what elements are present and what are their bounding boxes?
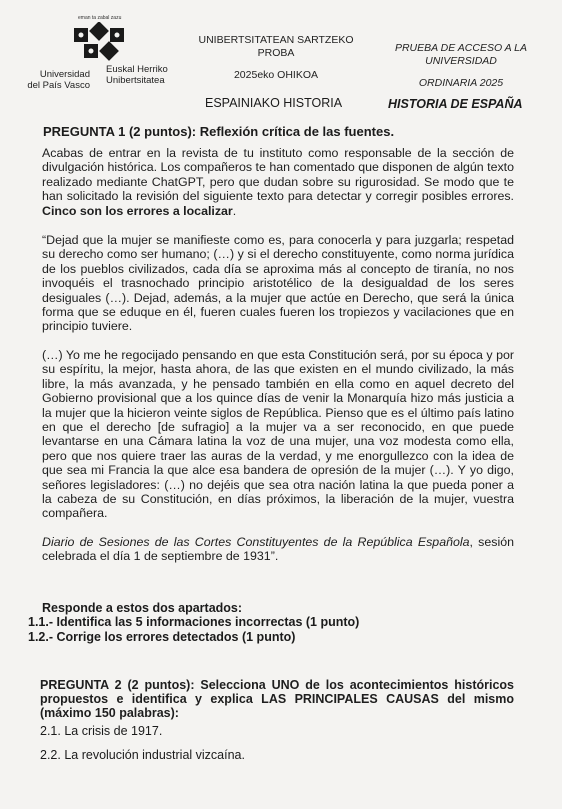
q1-instruction-2: 1.2.- Corrige los errores detectados (1 punto) (28, 630, 296, 644)
q1-instruction-1: 1.1.- Identifica las 5 informaciones incorrectas (1 punto) (28, 615, 360, 629)
q1-quote-paragraph-2: (…) Yo me he regocijado pensando en que esta Constitución será, por su época y por su espíritu, la mejor, hasta ahora, de las que existen en el mundo civilizado, la más libre, la más avanzada, y he pensado también en ella como en aquel decreto del Gobierno provisional que a los quince días de venir la Monarquía hizo más justicia a la mujer que la hicieron veinte siglos de República. Pienso que es el último país latino en que el derecho [de sufragio] a la mujer va a ser reconocido, en que puede levantarse en una Cámara latina la voz de una mujer, una voz modesta como ella, pero que nos quiere traer las auras de la verdad, y me enorgullezco con la idea de que sea mi Francia la que alce esa bandera de opresión de la mujer (…). Y yo digo, señores legisladores: (…) no dejéis que sea otra nación latina la que pueda poner a la cabeza de su Constitución, en días próximos, la liberación de la mujer, vuestra compañera. (42, 348, 514, 521)
upv-ehu-logo-icon (72, 22, 130, 66)
university-name-es: Universidad del País Vasco (27, 69, 90, 91)
logo-tagline: eman ta zabal zazu (78, 15, 122, 21)
subject-eu: ESPAINIAKO HISTORIA (205, 96, 343, 110)
q1-source: Diario de Sesiones de las Cortes Constituyentes de la República Española, sesión celebrada el día 1 de septiembre de 1931”. (42, 535, 514, 564)
q1-instructions-title: Responde a estos dos apartados: (42, 601, 243, 615)
q1-quote-paragraph-1: “Dejad que la mujer se manifieste como es, para conocerla y para juzgarla; respetad su derecho como ser humano; (…) y si el derecho constituyente, como norma jurídica de los pueblos civilizados, cada día se aproxima más al concepto de tiranía, no nos invoquéis el trasnochado principio aristotélico de la desigualdad de los seres desiguales (…). Dejad, además, a la mujer que actúe en Derecho, que será la única forma que se eduque en él, fueren cuales fueren los tropiezos y vacilaciones que en principio tuviere. (42, 233, 514, 334)
exam-title-es: PRUEBA DE ACCESO A LA UNIVERSIDAD ORDINARIA 2025 (394, 42, 528, 89)
q1-title: PREGUNTA 1 (2 puntos): Reflexión crítica de las fuentes. (43, 124, 395, 139)
q2-title: PREGUNTA 2 (2 puntos): Selecciona UNO de los acontecimientos históricos propuestos e identifica y explica LAS PRINCIPALES CAUSAS del mismo (máximo 150 palabras): (40, 678, 514, 720)
q2-option-2: 2.2. La revolución industrial vizcaína. (40, 748, 245, 762)
exam-title-eu: UNIBERTSITATEAN SARTZEKO PROBA 2025eko OHIKOA (198, 34, 354, 81)
q2-option-1: 2.1. La crisis de 1917. (40, 724, 163, 738)
university-name-eu: Euskal Herriko Unibertsitatea (106, 64, 168, 86)
q1-intro: Acabas de entrar en la revista de tu instituto como responsable de la sección de divulgación histórica. Los compañeros te han comentado que disponen de algún texto realizado mediante ChatGPT, pero que dudan sobre su rigurosidad. Se modo que te han solicitado la revisión del siguiente texto para detectar y corregir posibles errores. Cinco son los errores a localizar. (42, 146, 514, 218)
subject-es: HISTORIA DE ESPAÑA (388, 97, 523, 111)
